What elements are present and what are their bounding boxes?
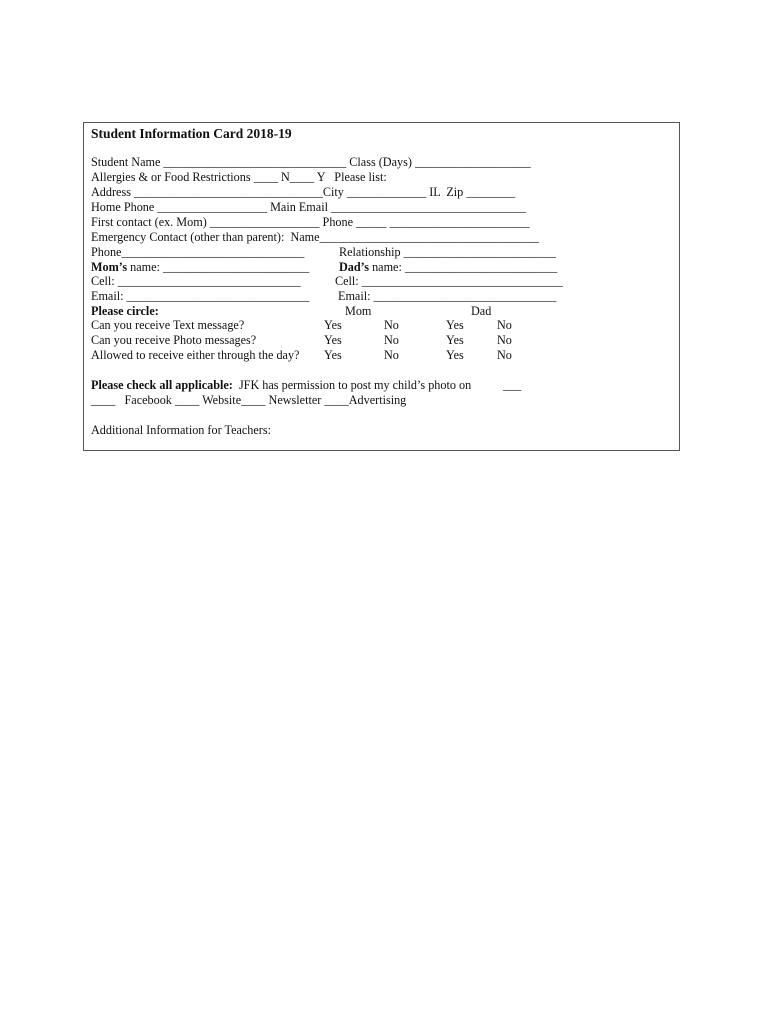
photo-permission-text: JFK has permission to post my child’s photo on	[232, 378, 472, 392]
mom-name-blank: name: ________________________	[127, 260, 310, 274]
mom-column-header: Mom	[345, 304, 372, 318]
question-text: Can you receive Photo messages?	[91, 333, 257, 347]
additional-info-label: Additional Information for Teachers:	[91, 423, 271, 437]
dad-yes-option: Yes	[446, 348, 464, 362]
photo-permission-blank: ___	[503, 378, 522, 392]
dad-no-option: No	[497, 333, 512, 347]
student-information-card	[83, 122, 680, 451]
dad-cell-line: Cell: _________________________________	[335, 274, 563, 288]
mom-label: Mom’s	[91, 260, 128, 274]
dad-yes-option: Yes	[446, 333, 464, 347]
address-line: Address _______________________________City _____________ IL Zip ________	[91, 185, 516, 199]
dad-no-option: No	[497, 348, 512, 362]
phone-line: Phone______________________________	[91, 245, 305, 259]
dad-name-blank: name: _________________________	[369, 260, 558, 274]
mom-name-line	[91, 260, 309, 274]
first-contact-line: First contact (ex. Mom) __________________ Phone _____ _______________________	[91, 215, 530, 229]
check-applicable-label: Please check all applicable:	[91, 378, 233, 392]
check-applicable-line	[91, 378, 471, 392]
dad-name-line	[339, 260, 557, 274]
dad-email-line: Email: ______________________________	[338, 289, 557, 303]
dad-column-header: Dad	[471, 304, 492, 318]
photo-channels-line: ____ Facebook ____ Website____ Newsletter ____Advertising	[91, 393, 407, 407]
emergency-contact-line: Emergency Contact (other than parent): Name____________________________________	[91, 230, 539, 244]
mom-no-option: No	[384, 318, 399, 332]
mom-no-option: No	[384, 348, 399, 362]
dad-label: Dad’s	[339, 260, 370, 274]
mom-yes-option: Yes	[324, 318, 342, 332]
question-text: Allowed to receive either through the day?	[91, 348, 300, 362]
allergies-line: Allergies & or Food Restrictions ____ N____ Y Please list:	[91, 170, 387, 184]
mom-yes-option: Yes	[324, 333, 342, 347]
dad-yes-option: Yes	[446, 318, 464, 332]
dad-no-option: No	[497, 318, 512, 332]
card-title: Student Information Card 2018-19	[91, 126, 292, 141]
please-circle-heading: Please circle:	[91, 304, 159, 318]
mom-email-line: Email: ______________________________	[91, 289, 310, 303]
mom-yes-option: Yes	[324, 348, 342, 362]
mom-no-option: No	[384, 333, 399, 347]
mom-cell-line: Cell: ______________________________	[91, 274, 301, 288]
student-name-line: Student Name ______________________________ Class (Days) ___________________	[91, 155, 531, 169]
question-text: Can you receive Text message?	[91, 318, 245, 332]
home-phone-line: Home Phone __________________ Main Email ________________________________	[91, 200, 527, 214]
relationship-line: Relationship _________________________	[339, 245, 557, 259]
